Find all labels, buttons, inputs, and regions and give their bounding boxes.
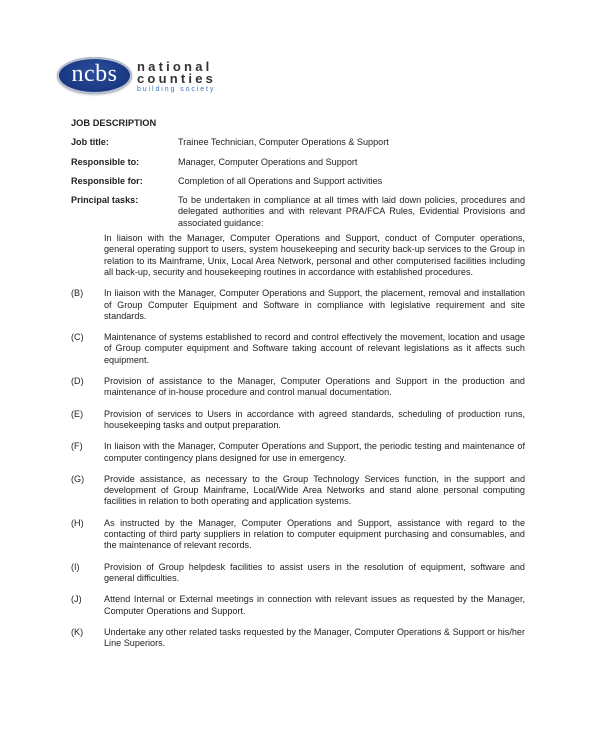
field-label: Job title: (71, 137, 109, 148)
task-marker: (G) (71, 473, 85, 484)
task-text: In liaison with the Manager, Computer Operations and Support, the periodic testing and maintenance of computer contingency plans designed for use in emergency. (104, 441, 525, 463)
task-item-j (71, 594, 525, 617)
task-marker: (I) (71, 561, 80, 572)
task-item-i (71, 562, 525, 585)
field-label: Principal tasks: (71, 195, 139, 206)
task-marker: (B) (71, 288, 84, 299)
field-label: Responsible for: (71, 175, 143, 186)
ncbs-logo (57, 57, 237, 97)
task-item-b (71, 288, 525, 322)
task-item-k (71, 627, 525, 650)
field-principal-tasks (71, 195, 525, 229)
task-item-g (71, 474, 525, 508)
logo-wordmark (137, 60, 216, 93)
logo-line-national: national (137, 59, 213, 74)
task-text: Attend Internal or External meetings in connection with relevant issues as requested by the Manager, Computer Operations and Support. (104, 594, 525, 616)
task-item-a (71, 233, 525, 278)
task-item-c (71, 332, 525, 366)
ncbs-oval-emblem (57, 57, 132, 94)
task-text: Undertake any other related tasks requested by the Manager, Computer Operations & Support or his/her Line Superiors. (104, 626, 525, 649)
task-marker: (H) (71, 517, 84, 528)
field-job-title (71, 137, 525, 148)
job-description-document (71, 118, 525, 659)
task-marker: (K) (71, 626, 84, 637)
task-text: In liaison with the Manager, Computer Operations and Support, conduct of Computer operations, general operating support to users, system housekeeping and security back-up services to the Group in relation to its Mainframe, Unix, Local Area Network, personal and other computerised facilities including all back-up, security and housekeeping routines in accordance with established procedures. (104, 233, 525, 277)
task-item-f (71, 441, 525, 464)
task-text: In liaison with the Manager, Computer Operations and Support, the placement, removal and installation of Group Computer Equipment and Software in compliance with legislative requirement and site standards. (104, 288, 525, 321)
field-value: Completion of all Operations and Support activities (178, 175, 383, 186)
field-value: Trainee Technician, Computer Operations & Support (178, 137, 389, 148)
logo-tagline: building society (137, 86, 216, 93)
task-marker: (E) (71, 408, 84, 419)
logo-line-counties: counties (137, 71, 217, 86)
field-value: To be undertaken in compliance at all times with laid down policies, procedures and delegated authorities and with relevant PRA/FCA Rules, Evidential Provisions and associated guidance: (178, 195, 525, 228)
task-text: Maintenance of systems established to record and control effectively the movement, location and usage of Group computer equipment and Software taking account of relevant legislations as it affects such equipment. (104, 332, 525, 365)
task-marker (71, 233, 104, 278)
field-label: Responsible to: (71, 156, 140, 167)
task-text: As instructed by the Manager, Computer Operations and Support, assistance with regard to the contacting of third party suppliers in relation to computer equipment purchasing and consumables, and the maintenance of relevant records. (104, 517, 525, 551)
task-text: Provision of assistance to the Manager, Computer Operations and Support in the production and maintenance of in-house procedure and control manual documentation. (104, 376, 525, 398)
field-responsible-for (71, 176, 525, 187)
task-item-h (71, 518, 525, 552)
logo-abbrev: ncbs (71, 60, 118, 87)
task-text: Provision of Group helpdesk facilities to assist users in the resolution of equipment, software and general difficulties. (104, 561, 525, 583)
task-marker: (C) (71, 332, 84, 343)
field-value: Manager, Computer Operations and Support (178, 156, 358, 167)
task-text: Provision of services to Users in accordance with agreed standards, scheduling of production runs, housekeeping tasks and output preparation. (104, 408, 525, 430)
task-marker: (F) (71, 441, 83, 452)
task-text: Provide assistance, as necessary to the Group Technology Services function, in the support and development of Group Mainframe, Local/Wide Area Networks and stand alone personal computing facilities in relation to both operating and application systems. (104, 473, 525, 507)
task-item-d (71, 376, 525, 399)
document-heading: JOB DESCRIPTION (71, 118, 157, 128)
task-item-e (71, 409, 525, 432)
task-marker: (D) (71, 376, 84, 387)
task-marker: (J) (71, 594, 82, 605)
field-responsible-to (71, 157, 525, 168)
